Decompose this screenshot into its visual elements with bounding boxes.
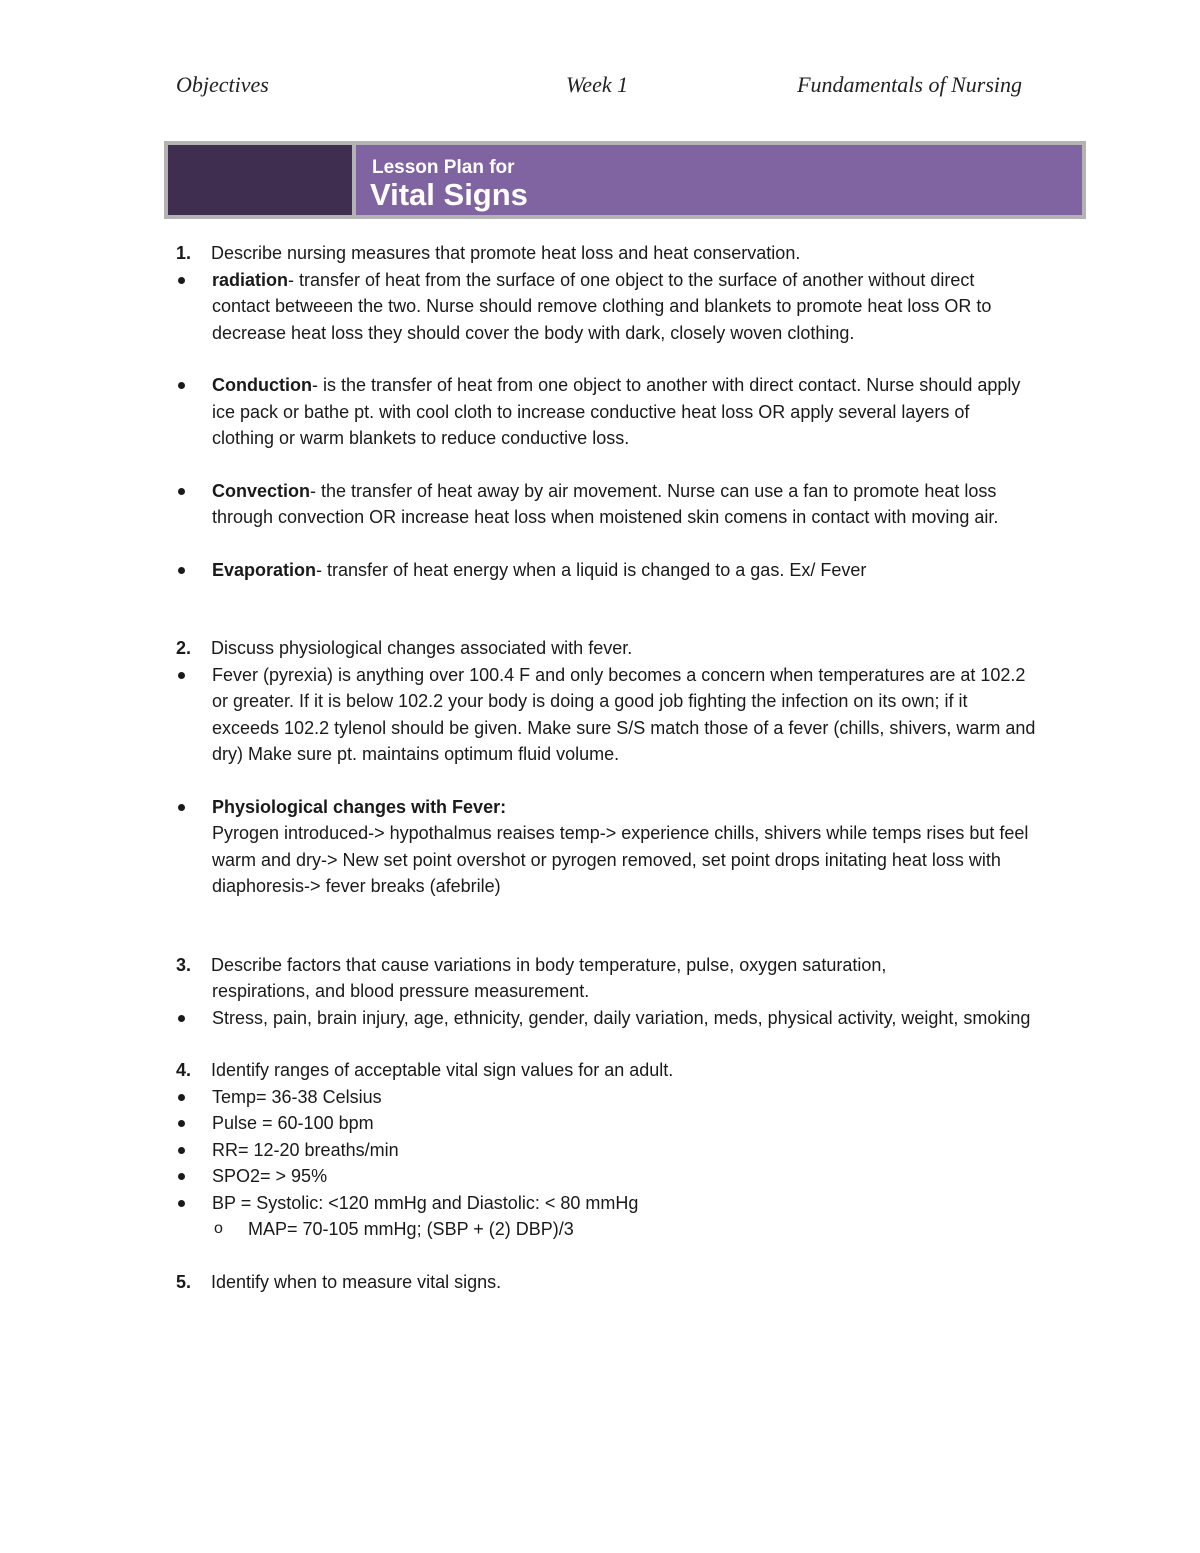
objective-text: Describe factors that cause variations in body temperature, pulse, oxygen saturation, (211, 954, 887, 975)
bullet-evaporation (176, 557, 1036, 584)
objective-text: Discuss physiological changes associated with fever. (211, 638, 633, 658)
objective-text-continued: respirations, and blood pressure measurement. (212, 981, 590, 1001)
objective-text: Identify ranges of acceptable vital sign values for an adult. (211, 1060, 674, 1080)
bullet-dot-icon (178, 1094, 185, 1101)
bullet-term: Conduction (212, 375, 312, 395)
bullet-dot-icon (178, 1173, 185, 1180)
objective-2 (176, 635, 1036, 662)
bullet-term: Evaporation (212, 559, 317, 580)
objective-5 (176, 1269, 1036, 1296)
objective-text: Identify when to measure vital signs. (211, 1271, 502, 1292)
bullet-radiation (176, 267, 1036, 347)
header-objectives: Objectives (176, 72, 269, 97)
objective-text: Describe nursing measures that promote heat loss and heat conservation. (211, 243, 801, 263)
objective-3 (176, 952, 1036, 979)
objective-4-bullets (176, 1084, 1036, 1243)
header-course: Fundamentals of Nursing (797, 72, 1022, 97)
bullet-text: Pyrogen introduced-> hypothalmus reaises temp-> experience chills, shivers while temps rises but feel warm and dry-> New set point overshot or pyrogen removed, set point drops initating heat loss with diaphoresis-> fever breaks (afebrile) (212, 823, 1029, 896)
sub-bullet-text: MAP= 70-105 mmHg; (SBP + (2) DBP)/3 (248, 1219, 574, 1239)
bullet-text: - the transfer of heat away by air movement. Nurse can use a fan to promote heat loss through convection OR increase heat loss when moistened skin comens in contact with moving air. (212, 480, 999, 527)
bullet-dot-icon (178, 1147, 185, 1154)
lesson-banner (164, 141, 1086, 219)
bullet-fever (176, 662, 1036, 768)
header-week: Week 1 (566, 72, 629, 97)
sub-bullet-map (176, 1216, 1036, 1243)
sub-bullet-marker: o (214, 1220, 223, 1237)
bullet-term: Convection (212, 480, 311, 501)
bullet-text: - transfer of heat energy when a liquid is changed to a gas. Ex/ Fever (316, 559, 867, 580)
bullet-dot-icon (178, 1200, 185, 1207)
bullet-dot-icon (178, 567, 185, 574)
objective-3-bullets (176, 1005, 1036, 1032)
banner-subtitle: Lesson Plan for (372, 157, 515, 178)
bullet-text: SPO2= > 95% (212, 1166, 328, 1186)
bullet-dot-icon (178, 1120, 185, 1127)
objective-1-bullets (176, 267, 1036, 584)
bullet-text: Fever (pyrexia) is anything over 100.4 F and only becomes a concern when temperatures are at 102.2 or greater. If it is below 102.2 your body is doing a good job fighting the infection on its own; if it exceeds 102.2 tylenol should be given. Make sure S/S match those of a fever (chills, shivers, warm and dry) Make sure pt. maintains optimum fluid volume. (212, 664, 1036, 764)
bullet-term: radiation (212, 269, 289, 290)
bullet-dot-icon (178, 382, 185, 389)
bullet-text: Stress, pain, brain injury, age, ethnicity, gender, daily variation, meds, physical activity, weight, smoking (212, 1007, 1031, 1028)
bullet-text: BP = Systolic: <120 mmHg and Diastolic: < 80 mmHg (212, 1192, 639, 1213)
bullet-dot-icon (178, 488, 185, 495)
bullet-text: RR= 12-20 breaths/min (212, 1139, 399, 1160)
bullet-conduction (176, 372, 1036, 452)
bullet-physiological-changes (176, 794, 1036, 900)
objective-number: 1. (176, 243, 192, 263)
bullet-text: Temp= 36-38 Celsius (212, 1086, 382, 1107)
bullet-bp (176, 1190, 1036, 1217)
bullet-spo2 (176, 1163, 1036, 1190)
objective-number: 3. (176, 954, 192, 975)
bullet-pulse (176, 1110, 1036, 1137)
bullet-text: - is the transfer of heat from one object to another with direct contact. Nurse should apply ice pack or bathe pt. with cool cloth to increase conductive heat loss OR apply several layers of clothing or warm blankets to reduce conductive loss. (212, 375, 1021, 448)
banner-dark-block (168, 145, 352, 215)
bullet-term: Physiological changes with Fever: (212, 796, 507, 817)
bullet-temp (176, 1084, 1036, 1111)
objectives-list (176, 240, 1036, 1295)
banner-title: Vital Signs (370, 177, 528, 212)
objective-number: 5. (176, 1271, 192, 1292)
bullet-dot-icon (178, 1015, 185, 1022)
bullet-rr (176, 1137, 1036, 1164)
bullet-text: Pulse = 60-100 bpm (212, 1113, 374, 1133)
objective-2-bullets (176, 662, 1036, 900)
objective-4 (176, 1057, 1036, 1084)
objective-1 (176, 240, 1036, 267)
objective-number: 2. (176, 638, 192, 658)
objective-number: 4. (176, 1060, 192, 1080)
bullet-factors (176, 1005, 1036, 1032)
page-header (176, 72, 1022, 102)
bullet-convection (176, 478, 1036, 531)
bullet-dot-icon (178, 277, 185, 284)
bullet-dot-icon (178, 672, 185, 679)
bullet-dot-icon (178, 804, 185, 811)
bullet-text: - transfer of heat from the surface of one object to the surface of another without direct contact betweeen the two. Nurse should remove clothing and blankets to promote heat loss OR to decrease heat loss they should cover the body with dark, closely woven clothing. (212, 269, 992, 343)
banner-title-block (356, 145, 1082, 215)
